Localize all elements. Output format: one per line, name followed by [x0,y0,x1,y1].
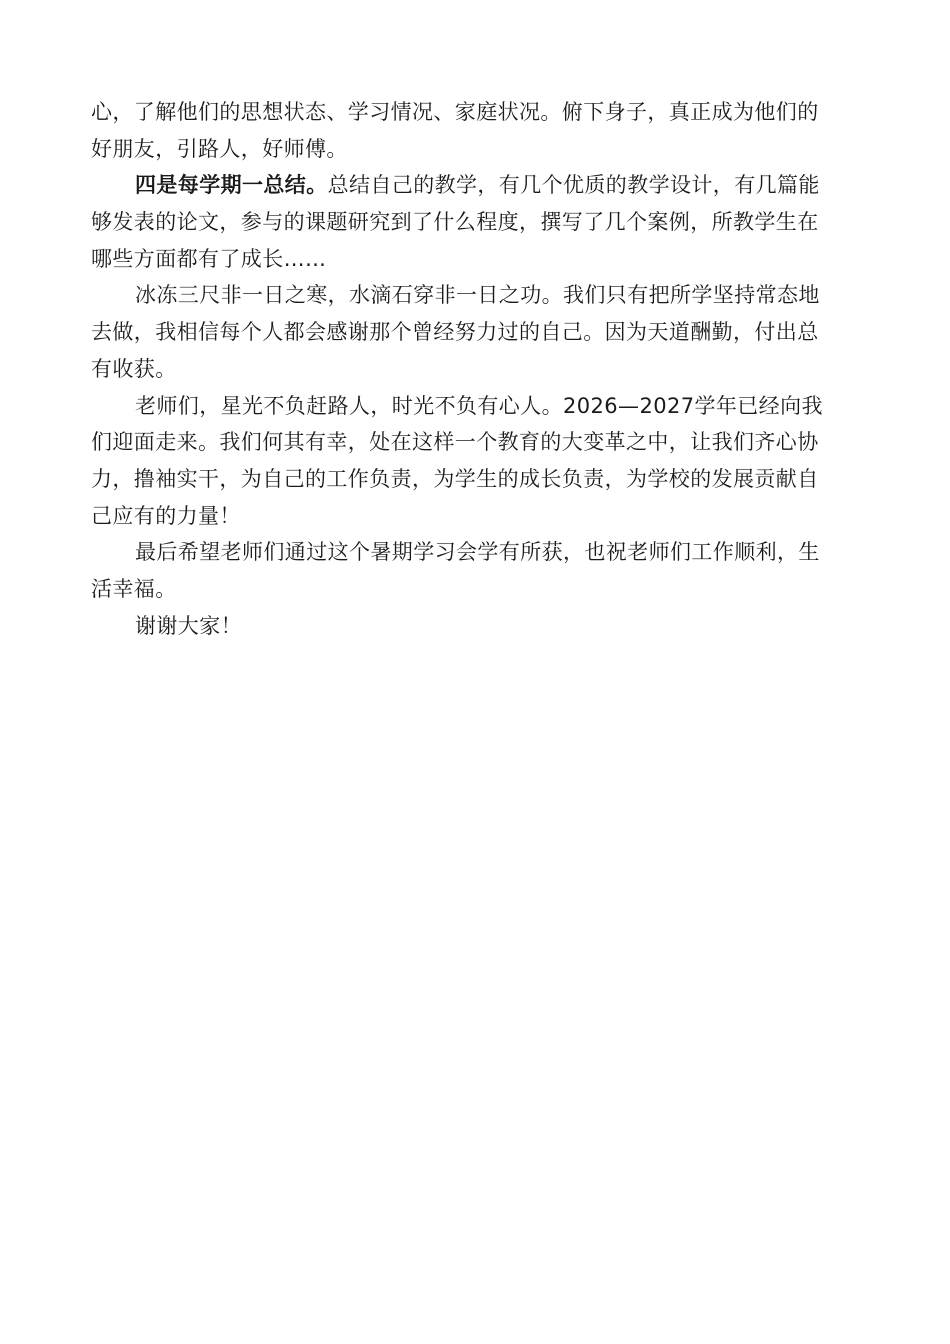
text-line: 心，了解他们的思想状态、学习情况、家庭状况。俯下身子，真正成为他们的 [91,100,819,124]
text-run: 总结自己的教学，有几个优质的教学设计，有几篇能 [327,173,820,198]
text-line: 去做，我相信每个人都会感谢那个曾经努力过的自己。因为天道酬勤，付出总 [91,320,819,345]
text-line: 力，撸袖实干，为自己的工作负责，为学生的成长负责，为学校的发展贡献自 [91,466,819,491]
paragraph [91,277,861,387]
text-line: 冰冻三尺非一日之寒，水滴石穿非一日之功。我们只有把所学坚持常态地 [135,283,820,308]
text-line: 最后希望老师们通过这个暑期学习会学有所获，也祝老师们工作顺利，生 [135,540,820,565]
paragraph-continuation [91,94,861,167]
text-line: 好朋友，引路人，好师傅。 [91,136,348,161]
paragraph-summary [91,167,861,277]
bold-lead-heading: 四是每学期一总结。 [135,173,328,198]
text-line: 够发表的论文，参与的课题研究到了什么程度，撰写了几个案例，所教学生在 [91,210,819,235]
paragraph-closing [91,608,861,645]
text-line: 谢谢大家！ [135,613,242,638]
text-line: 老师们，星光不负赶路人，时光不负有心人。2026—2027学年已经向我 [135,393,823,418]
text-line: 们迎面走来。我们何其有幸，处在这样一个教育的大变革之中，让我们齐心协 [91,430,819,455]
text-line: 活幸福。 [91,576,177,601]
text-line [91,167,861,204]
paragraph [91,534,861,607]
text-line: 有收获。 [91,356,177,381]
document-body [91,94,861,644]
text-line: 己应有的力量！ [91,503,241,528]
paragraph [91,388,861,535]
text-line: 哪些方面都有了成长…… [91,246,327,271]
